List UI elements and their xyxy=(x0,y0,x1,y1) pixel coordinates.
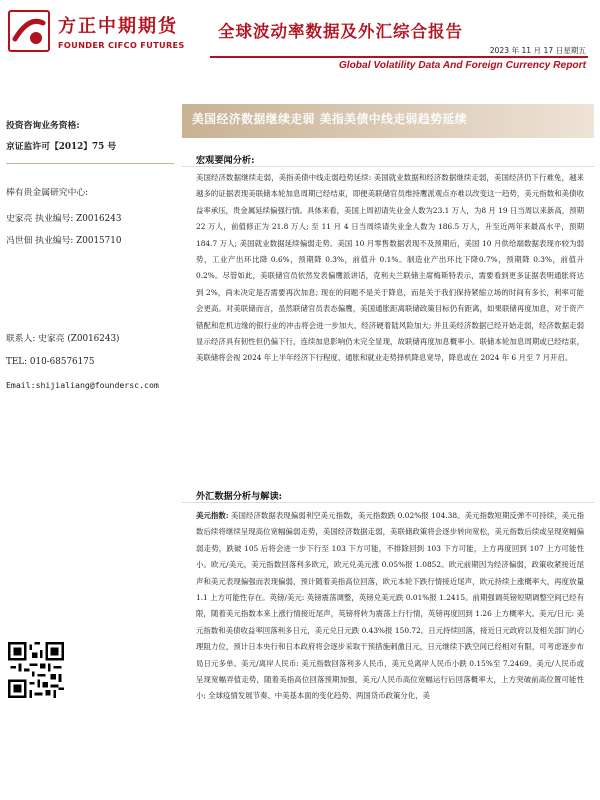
brand-name-en: FOUNDER CIFCO FUTURES xyxy=(58,40,185,50)
qualification-label: 投资咨询业务资格: xyxy=(6,121,80,131)
contact-email: Email:shijialiang@foundersc.com xyxy=(6,380,159,390)
report-title-en: Global Volatility Data And Foreign Currency Report xyxy=(338,60,586,71)
contact-person: 联系人: 史家亮 (Z0016243) xyxy=(6,334,120,344)
headline-text: 美国经济数据继续走弱 美指美债中线走弱趋势延续 xyxy=(192,112,468,126)
qr-code-icon xyxy=(8,642,64,698)
fx-analysis-paragraph xyxy=(196,508,587,705)
section-title-macro: 宏观要闻分析: xyxy=(196,155,255,166)
research-team-heading: 棒有贵金属研究中心: xyxy=(6,188,89,198)
fx-analysis-text: 美国经济数据表现偏弱利空美元指数，美元指数跌 0.02%报 104.38。美元指数短期反弹不可持续，美元指数后续将继续呈现高位宽幅偏弱走势，美国经济数据走弱，美联储政策将会逐步转向宽松，美元指数后续或呈现宽幅偏弱走势，跌破 105 后将会进一步下行至 103 下方可能，不排除回到 103 下方可能，上方再度回到 107 上方可能性小。欧元/美元，美元指数回落利多欧元，欧元兑美元涨 0.05%报 1.0852。欧元前期因为经济偏弱，政策收紧接近尾声和美元表现偏强而表现偏弱，预计随着美指高位回落，欧元本轮下跌行情接近尾声，欧元持续上涨概率大，再度放量 1.1 上方可能性存在。英镑/美元: 英镑震荡调整，英镑兑美元跌 0.01%报 1.2415。前期强调英镑短期调整空间已经有限，随着美元指数本来上涨行情接近尾声，英镑将转为震荡上行行情，英镑再度回到 1.26 上方概率大。美元/日元: 美元指数和美债收益率回落利多日元，美元兑日元跌 0.43%报 150.72。日元持续回落，接近日元政府以及相关部门的心理阻力位，预计日本央行和日本政府将会逐步采取干预措施刺激日元，日元继续下跌空间已经相对有限，可考虑逐步布局日元多单。美元/离岸人民币: 美元指数回落利多人民币，美元兑离岸人民币小跌 0.15%至 7.2469。美元/人民币或呈现宽幅弄值走势，随着美指高位回落预期加强，美元/人民币高位宽幅运行后回落概率大，上方突破前高位置可能性小; 全球疫情发展节奏、中美基本面的变化趋势、两国货币政策分化，美 xyxy=(196,511,587,701)
qualification-cert: 京证监许可【2012】75 号 xyxy=(6,142,117,152)
sidebar-divider xyxy=(6,163,174,164)
macro-analysis-paragraph: 美国经济数据继续走弱，美指美债中线走弱趋势延续: 美国就业数据和经济数据继续走弱，美国经济仍下行难免，越来越多的证据表现美联储本轮加息周期已经结束，即便美联储官员维持鹰派观点亦难以改变这一趋势，美元指数和美债收益率承压，贵金属延续偏强行情。具体来看，美国上周初请失业金人数为23.1 万人，为8 月 19 日当周以来新高，预期 22 万人，前值修正为 21.8 万人; 至 11 月 4 日当周续请失业金人数为 186.5 万人，升至近两年来最高水平，预期 184.7 万人; 美国就业数据延续偏弱走势。美国 10 月零售数据表现不及预期后，美国 10 月供给端数据表现亦较为弱势，工业产出环比降 0.6%，预期降 0.3%，前值升 0.1%。制造业产出环比下降0.7%，预期降 0.3%，前值升 0.2%。尽管如此，美联储官员依然发表偏鹰派讲话，克利夫兰联储主席梅斯特表示，需要看到更多证据表明通胀将达到 2%，尚未决定是否需要再次加息; 现在的问题不是关于降息，而是关于我们保持紧缩立场的时间有多长，利率可能会更高。对美联储而言，虽然联储官员表态偏鹰，美国通胀距离联储政策目标仍有距离，如果联储再度加息，对于资产错配和危机边缘的银行业的冲击将会进一步加大，经济硬着陆风险加大; 并且美经济数据已经开始走弱，经济数据走弱显示经济具有韧性但仍偏下行，连续加息影响仍未完全显现，故联储再度加息概率小。联储本轮加息周期或已经结束，美联储将会视 2024 年上半年经济下行程度、通胀和就业走势择机降息宽导，降息或在 2024 年 6 月至 7 月开启。 xyxy=(196,173,587,363)
header-divider xyxy=(210,56,588,58)
analyst-entry: 冯世佃 执业编号: Z0015710 xyxy=(6,236,122,246)
brand-name-cn: 方正中期期货 xyxy=(58,16,178,37)
report-date: 2023 年 11 月 17 日星期五 xyxy=(489,46,586,55)
report-title-cn: 全球波动率数据及外汇综合报告 xyxy=(218,22,463,41)
usd-index-keyword: 美元指数: xyxy=(196,511,229,520)
section-divider xyxy=(182,166,594,167)
section-title-fx: 外汇数据分析与解读: xyxy=(196,491,283,502)
contact-tel: TEL: 010-68576175 xyxy=(6,357,95,367)
founder-logo-icon xyxy=(8,10,50,52)
section-divider xyxy=(182,502,594,503)
analyst-entry: 史家亮 执业编号: Z0016243 xyxy=(6,214,122,224)
